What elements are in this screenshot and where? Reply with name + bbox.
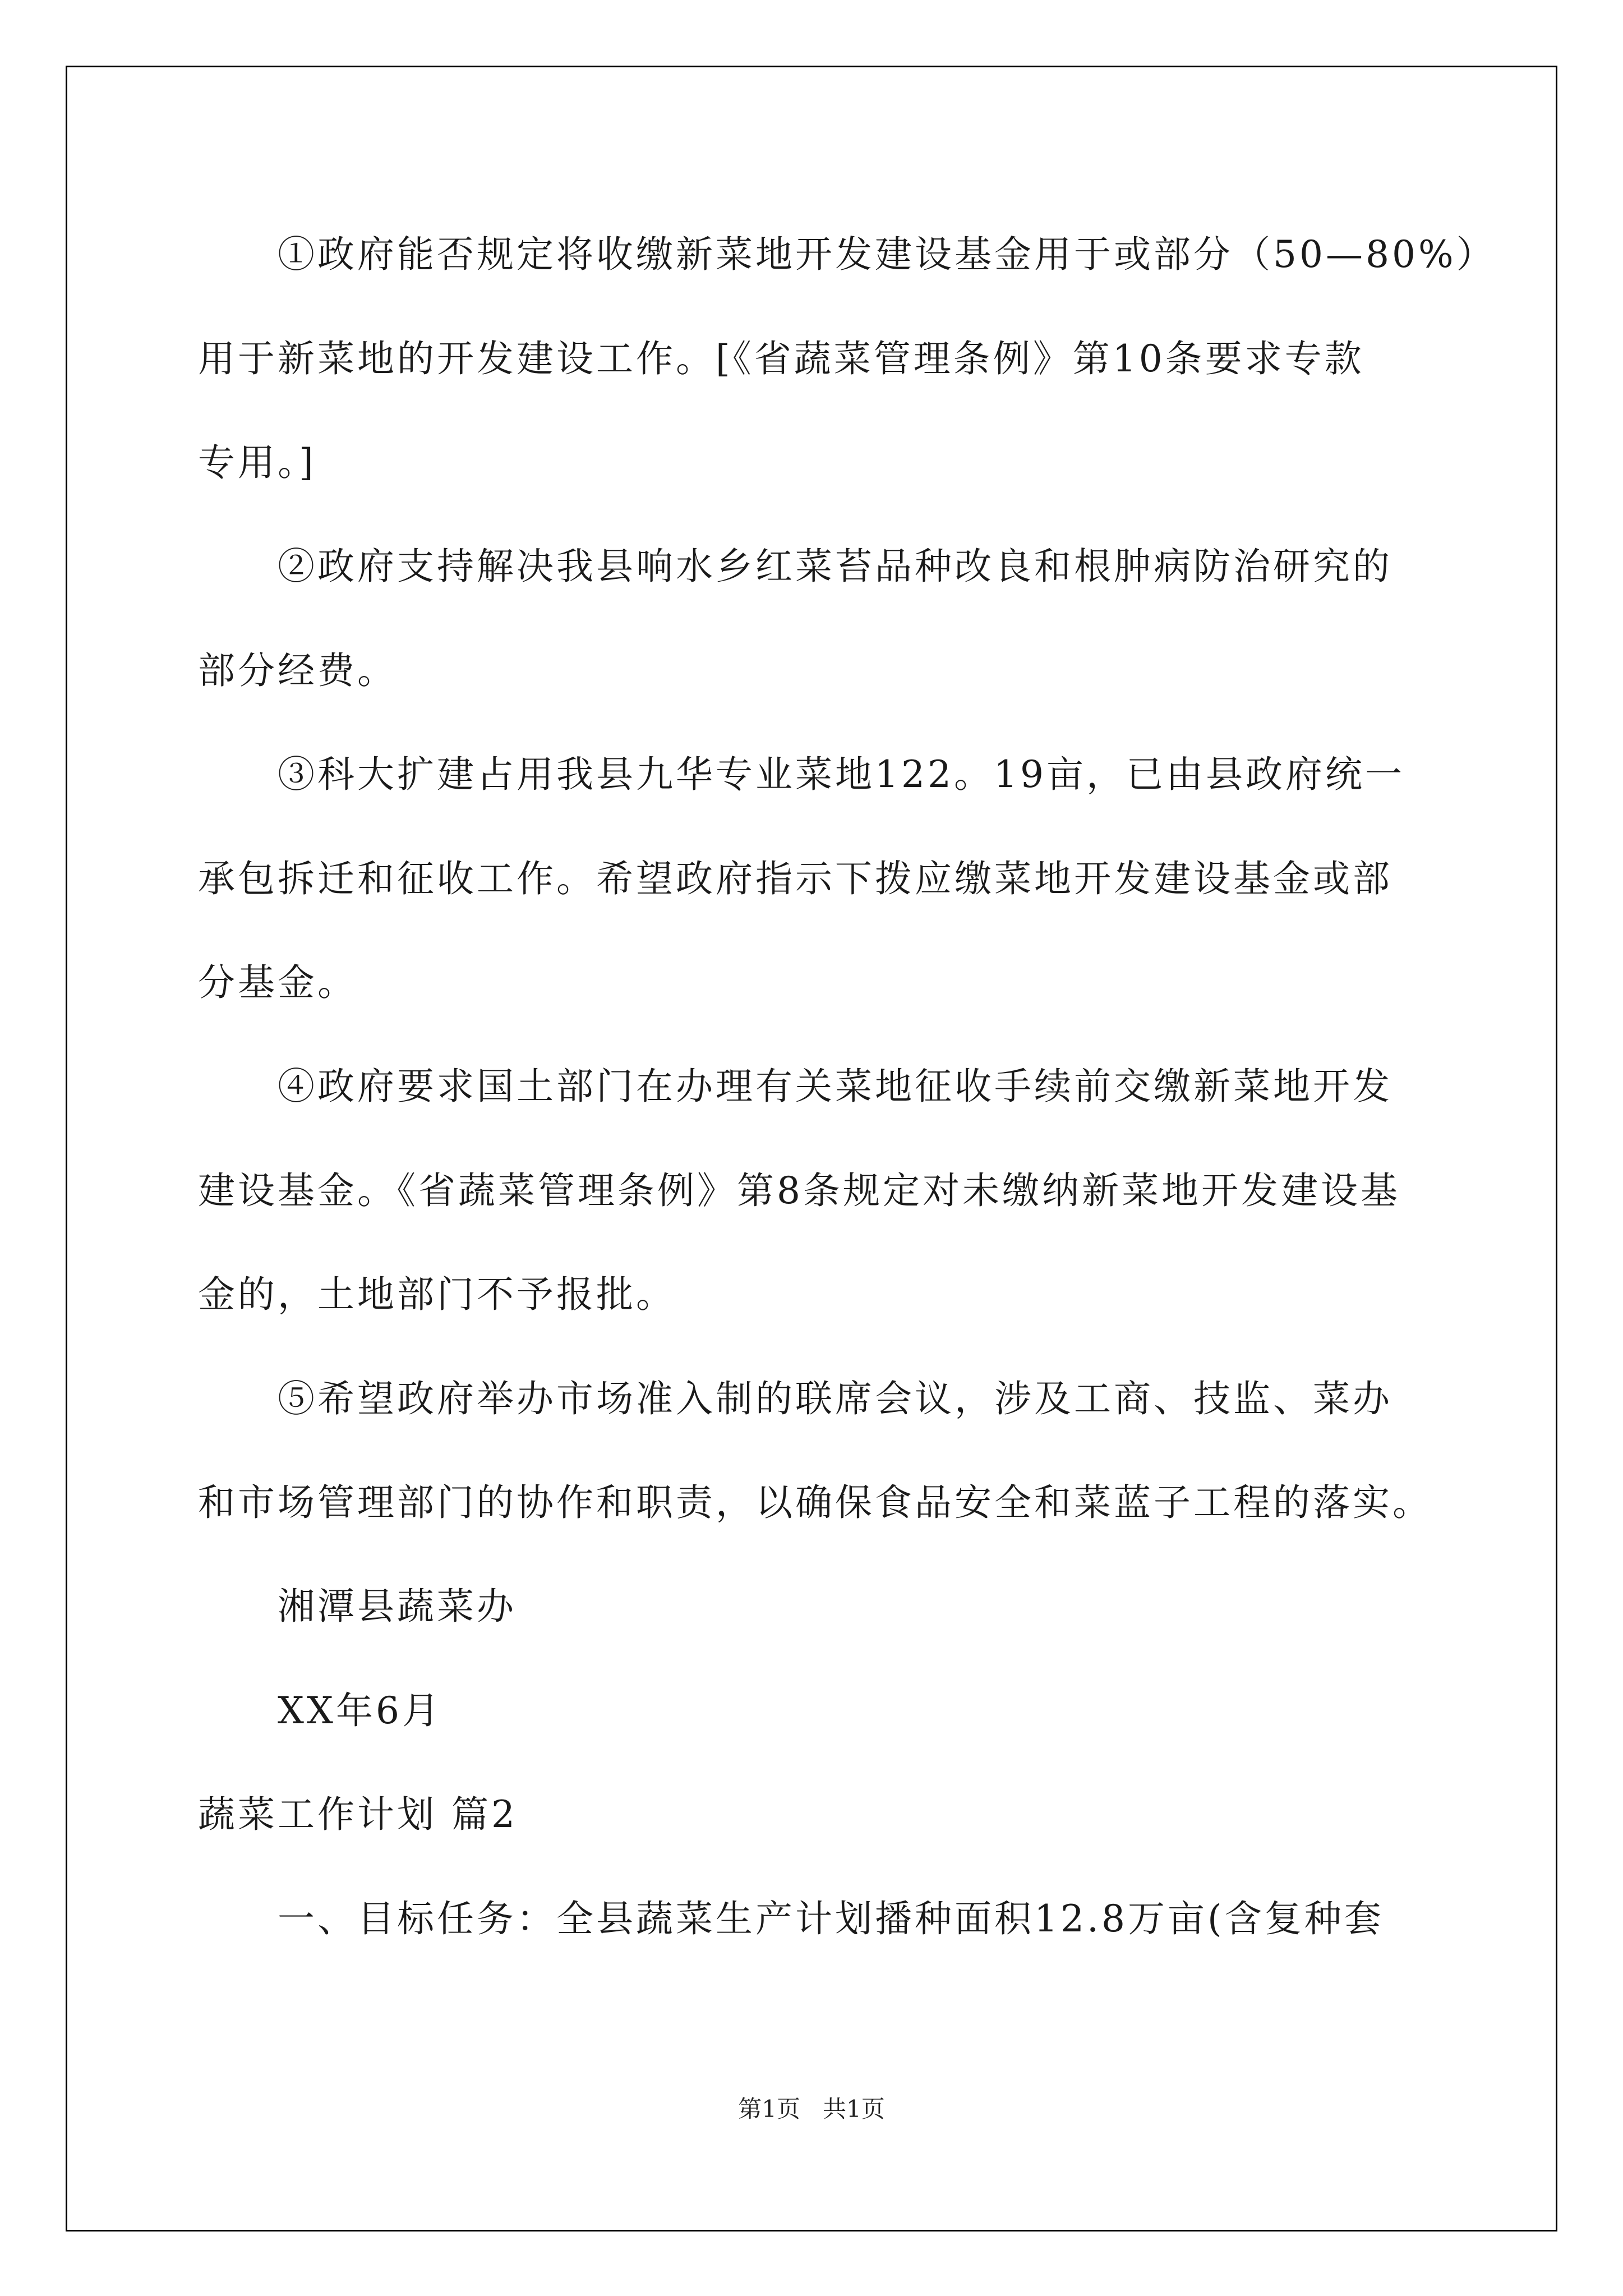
paragraph-5-line-2: 和市场管理部门的协作和职责，以确保食品安全和菜蓝子工程的落实。 <box>198 1481 1432 1524</box>
paragraph-5-line-1: ⑤希望政府举办市场准入制的联席会议，涉及工商、技监、菜办 <box>278 1377 1393 1420</box>
signature-org: 湘潭县蔬菜办 <box>278 1585 517 1628</box>
paragraph-1-line-1: ①政府能否规定将收缴新菜地开发建设基金用于或部分（50—80%） <box>278 233 1496 276</box>
paragraph-3-line-3: 分基金。 <box>198 961 357 1004</box>
paragraph-3-line-2: 承包拆迁和征收工作。希望政府指示下拨应缴菜地开发建设基金或部 <box>198 857 1393 900</box>
signature-date: XX年6月 <box>278 1689 442 1732</box>
paragraph-3-line-1: ③科大扩建占用我县九华专业菜地122。19亩，已由县政府统一 <box>278 753 1405 796</box>
page-footer <box>0 2095 1623 2123</box>
paragraph-1-line-2: 用于新菜地的开发建设工作。[《省蔬菜管理条例》第10条要求专款 <box>198 337 1364 380</box>
paragraph-4-line-2: 建设基金。《省蔬菜管理条例》第8条规定对未缴纳新菜地开发建设基 <box>198 1169 1400 1212</box>
section-first-line: 一、目标任务：全县蔬菜生产计划播种面积12.8万亩(含复种套 <box>278 1897 1384 1940</box>
paragraph-4-line-1: ④政府要求国土部门在办理有关菜地征收手续前交缴新菜地开发 <box>278 1065 1393 1108</box>
paragraph-1-line-3: 专用。] <box>198 441 316 484</box>
paragraph-2-line-1: ②政府支持解决我县响水乡红菜苔品种改良和根肿病防治研究的 <box>278 545 1393 588</box>
paragraph-4-line-3: 金的，土地部门不予报批。 <box>198 1273 676 1316</box>
page-number: 第1页 <box>738 2095 800 2123</box>
paragraph-2-line-2: 部分经费。 <box>198 649 397 692</box>
section-title: 蔬菜工作计划 篇2 <box>198 1793 518 1836</box>
page-total: 共1页 <box>823 2095 885 2123</box>
